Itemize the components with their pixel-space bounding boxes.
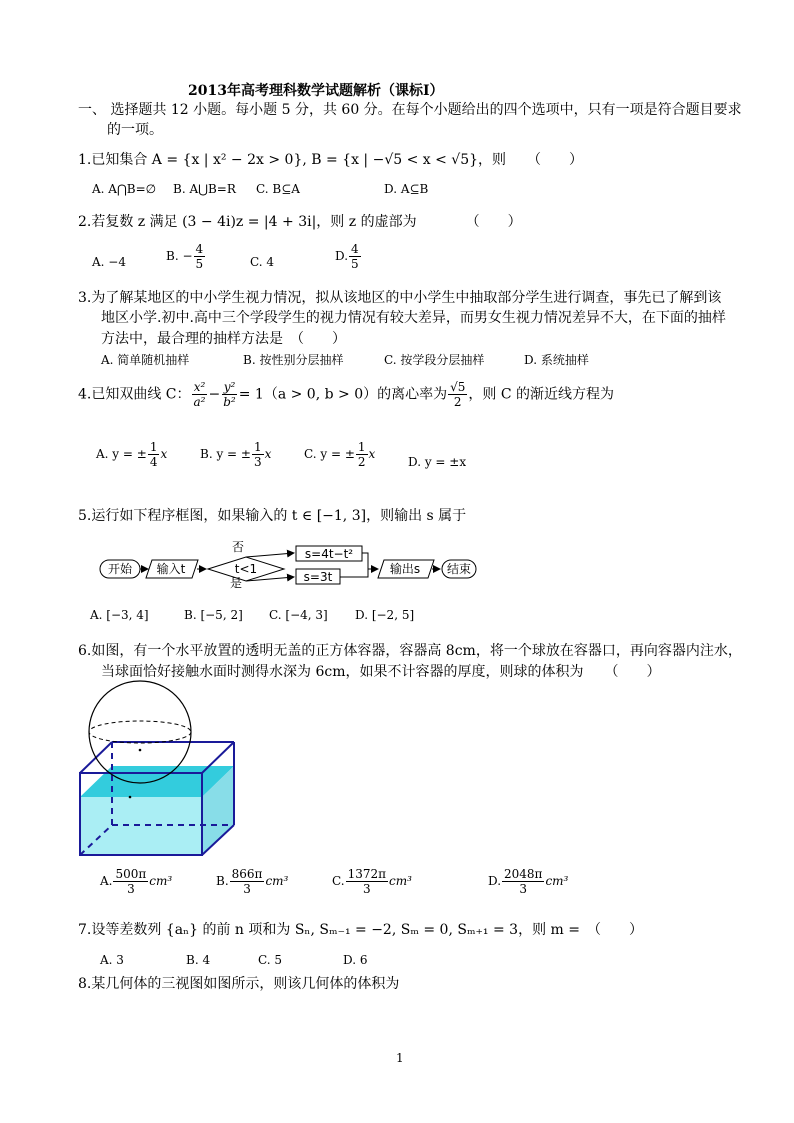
flow-output-label: 输出s xyxy=(389,562,421,576)
page-number: 1 xyxy=(396,1051,404,1065)
sphere-center-dot xyxy=(139,749,142,752)
question-6-option-b: B. $\frac{866\pi}{3}$ cm³ xyxy=(216,867,289,896)
question-7-option-a: A. 3 xyxy=(100,953,124,967)
flow-no-label: 否 xyxy=(232,540,245,554)
question-1-option-c: C. B⊆A xyxy=(256,182,300,196)
sphere-equator xyxy=(89,721,191,743)
question-8-stem: 8.某几何体的三视图如图所示，则该几何体的体积为 xyxy=(78,976,400,992)
question-6-line2: 当球面恰好接触水面时测得水深为 6cm，如果不计容器的厚度，则球的体积为 （ ） xyxy=(101,664,661,680)
question-3-option-d: D. 系统抽样 xyxy=(524,353,589,367)
touch-point-dot xyxy=(129,796,132,799)
flow-yes-label: 是 xyxy=(230,576,243,590)
flow-decision-label: t<1 xyxy=(234,562,258,576)
question-1-option-d: D. A⊆B xyxy=(384,182,429,196)
question-4-option-d: D. y = ±x xyxy=(408,455,467,469)
question-6-option-c: C. $\frac{1372\pi}{3}$ cm³ xyxy=(332,867,412,896)
question-4-option-b: B. y = ± $\frac{1}{3}$ x xyxy=(200,440,272,469)
question-6-line1: 6.如图，有一个水平放置的透明无盖的正方体容器，容器高 8cm，将一个球放在容器口，再向容器内注水， xyxy=(78,643,742,659)
question-7-option-d: D. 6 xyxy=(343,953,368,967)
flow-input-label: 输入t xyxy=(156,562,186,576)
section-header-line2: 的一项。 xyxy=(107,122,163,138)
question-5-option-c: C. [−4, 3] xyxy=(269,608,328,622)
question-5-option-d: D. [−2, 5] xyxy=(355,608,415,622)
section-header-line1: 一、 选择题共 12 小题。每小题 5 分，共 60 分。在每个小题给出的四个选项中，只有一项是符合题目要求 xyxy=(78,102,742,118)
question-7-stem: 7.设等差数列 {aₙ} 的前 n 项和为 Sₙ, Sₘ₋₁ = −2, Sₘ = 0, Sₘ₊₁ = 3，则 m = （ ） xyxy=(78,922,643,938)
question-3-option-b: B. 按性别分层抽样 xyxy=(243,353,344,367)
question-5-option-b: B. [−5, 2] xyxy=(184,608,243,622)
question-7-option-c: C. 5 xyxy=(258,953,283,967)
question-2-option-b: B. − $\frac{4}{5}$ xyxy=(166,242,204,271)
question-2-stem: 2.若复数 z 满足 (3 − 4i)z = |4 + 3i|，则 z 的虚部为 （ ） xyxy=(78,214,522,230)
question-5-stem: 5.运行如下程序框图，如果输入的 t ∈ [−1, 3]，则输出 s 属于 xyxy=(78,508,467,524)
question-5-option-a: A. [−3, 4] xyxy=(90,608,149,622)
flow-process-top-label: s=4t−t² xyxy=(304,547,354,561)
question-1-stem: 1.已知集合 A = {x | x² − 2x > 0}, B = {x | −√5 < x < √5}，则 （ ） xyxy=(78,152,584,168)
question-4-stem: 4.已知双曲线 C： $\frac{\text{x²}}{\text{a²}}$ − $\frac{\text{y²}}{\text{b²}}$ = 1（a > 0, b > 0）的离心率为 $\frac{√5}{2}$ ，则 C 的渐近线方程为 xyxy=(78,380,615,409)
question-2-option-c: C. 4 xyxy=(250,255,275,269)
flow-end-label: 结束 xyxy=(446,562,472,576)
question-3-option-a: A. 简单随机抽样 xyxy=(101,353,190,367)
question-2-option-d: D. $\frac{4}{5}$ xyxy=(335,242,359,271)
question-7-option-b: B. 4 xyxy=(186,953,211,967)
question-3-line1: 3.为了解某地区的中小学生视力情况，拟从该地区的中小学生中抽取部分学生进行调查，事先已了解到该 xyxy=(78,290,722,306)
question-1-option-a: A. A⋂B=∅ xyxy=(92,182,157,196)
page-title: 2013年高考理科数学试题解析（课标Ⅰ） xyxy=(188,83,444,99)
question-4-option-c: C. y = ± $\frac{1}{2}$ x xyxy=(304,440,376,469)
question-1-option-b: B. A⋃B=R xyxy=(173,182,236,196)
question-2-option-a: A. −4 xyxy=(92,255,126,269)
flow-process-bottom-label: s=3t xyxy=(303,570,333,584)
question-4-option-a: A. y = ± $\frac{1}{4}$ x xyxy=(96,440,168,469)
question-3-line3: 方法中，最合理的抽样方法是 （ ） xyxy=(101,331,346,347)
question-6-option-a: A. $\frac{500\pi}{3}$ cm³ xyxy=(100,867,173,896)
question-6-option-d: D. $\frac{2048\pi}{3}$ cm³ xyxy=(488,867,569,896)
question-3-line2: 地区小学.初中.高中三个学段学生的视力情况有较大差异，而男女生视力情况差异不大，在下面的抽样 xyxy=(101,310,726,326)
flow-start-label: 开始 xyxy=(107,562,133,576)
question-3-option-c: C. 按学段分层抽样 xyxy=(384,353,485,367)
